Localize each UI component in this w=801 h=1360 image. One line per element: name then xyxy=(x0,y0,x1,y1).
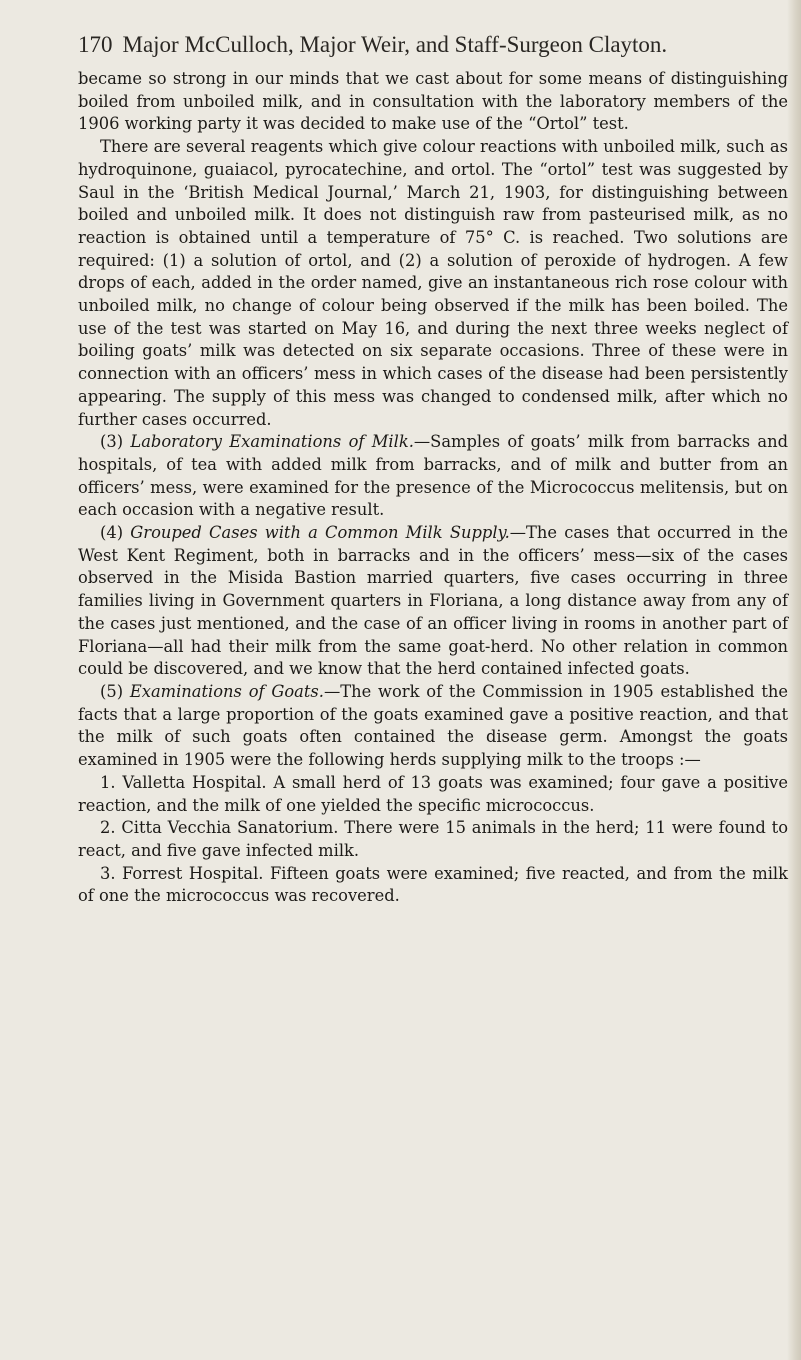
paragraph-grouped-cases: (4) Grouped Cases with a Common Milk Supply.—The cases that occurred in the West Kent Regiment, both in barracks and in the officers’ mess—six of the cases observed in the Misida Bastion married quarters, five cases occurring in three families living in Government quarters in Floriana, a long distance away from any of the cases just mentioned, and the case of an officer living in rooms in another part of Floriana—all had their milk from the same goat-herd. No other relation in common could be discovered, and we know that the herd contained infected goats. xyxy=(78,523,788,679)
body-text xyxy=(78,68,788,908)
section-heading: Examinations of Goats. xyxy=(129,681,324,701)
running-title: Major McCulloch, Major Weir, and Staff-Surgeon Clayton. xyxy=(122,32,668,57)
section-heading: Grouped Cases with a Common Milk Supply. xyxy=(130,523,510,543)
page-edge-shadow xyxy=(787,0,801,1360)
list-item-citta-vecchia: 2. Citta Vecchia Sanatorium. There were 15 animals in the herd; 11 were found to react, and five gave infected milk. xyxy=(78,818,788,860)
paragraph-examinations-of-goats: (5) Examinations of Goats.—The work of the Commission in 1905 established the facts that a large proportion of the goats examined gave a positive reaction, and that the milk of such goats often contained the disease germ. Amongst the goats examined in 1905 were the following herds supplying milk to the troops :— xyxy=(78,681,788,770)
list-item-valletta: 1. Valletta Hospital. A small herd of 13 goats was examined; four gave a positive reaction, and the milk of one yielded the specific micrococcus. xyxy=(78,772,788,815)
paragraph-laboratory-examinations: (3) Laboratory Examinations of Milk.—Samples of goats’ milk from barracks and hospitals, of tea with added milk from barracks, and of milk and butter from an officers’ mess, were examined for the presence of the Micrococcus melitensis, but on each occasion with a negative result. xyxy=(78,432,788,520)
section-heading: Laboratory Examinations of Milk. xyxy=(130,432,414,452)
paragraph-reagents: There are several reagents which give colour reactions with unboiled milk, such as hydroquinone, guaiacol, pyrocatechine, and ortol. The “ortol” test was suggested by Saul in the ‘British Medical Journal,’ March 21, 1903, for distinguishing between boiled and unboiled milk. It does not distinguish raw from pasteurised milk, as no reaction is obtained until a temperature of 75° C. is reached. Two solutions are required: (1) a solution of ortol, and (2) a solution of peroxide of hydrogen. A few drops of each, added in the order named, give an instantaneous rich rose colour with unboiled milk, no change of colour being observed if the milk has been boiled. The use of the test was started on May 16, and during the next three weeks neglect of boiling goats’ milk was detected on six separate occasions. Three of these were in connection with an officers’ mess in which cases of the disease had been persistently appearing. The supply of this mess was changed to condensed milk, after which no further cases occurred. xyxy=(78,137,788,429)
page-number: 170 xyxy=(78,32,113,57)
running-header xyxy=(78,30,788,60)
paragraph-continued: became so strong in our minds that we cast about for some means of distinguishing boiled from unboiled milk, and in consultation with the laboratory members of the 1906 working party it was decided to make use of the “Ortol” test. xyxy=(78,69,788,134)
list-item-forrest: 3. Forrest Hospital. Fifteen goats were examined; five reacted, and from the milk of one the micrococcus was recovered. xyxy=(78,863,788,906)
page-sheet xyxy=(78,30,788,908)
